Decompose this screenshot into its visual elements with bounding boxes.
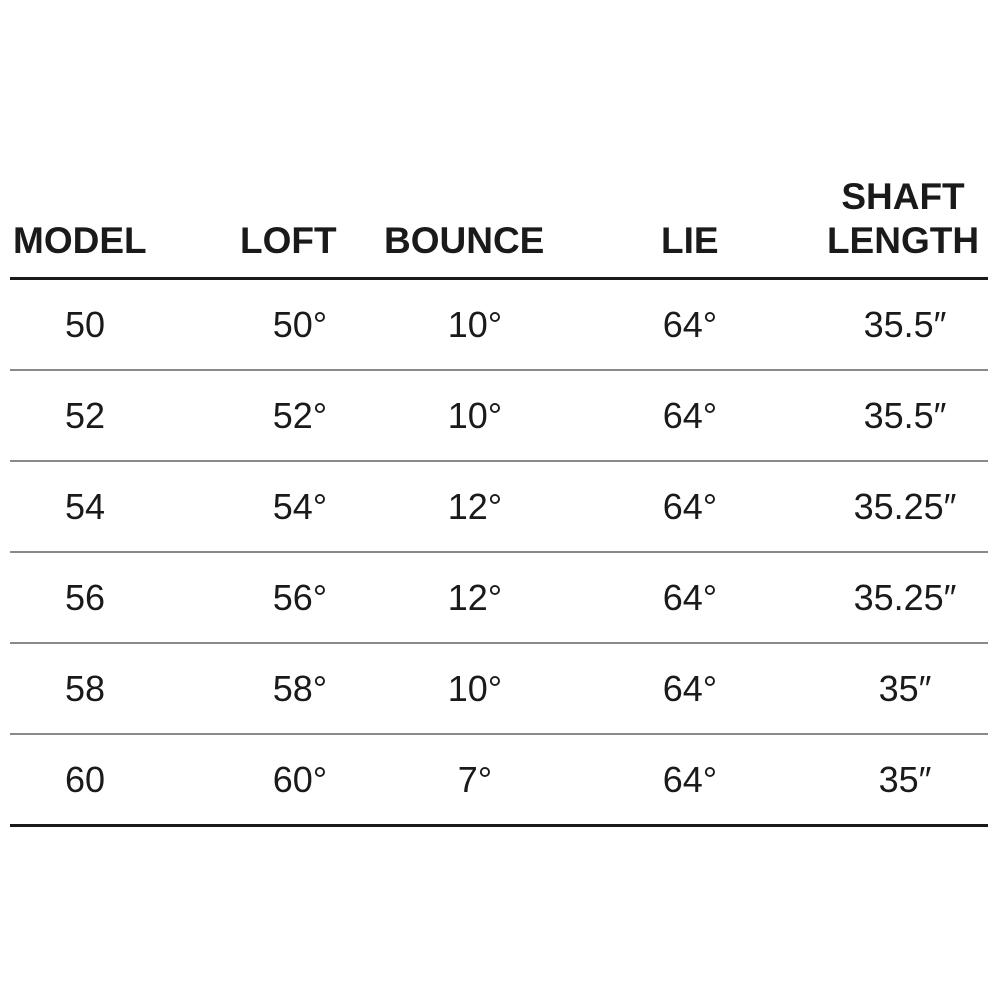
cell-shaft-length: 35.5″ — [863, 303, 947, 345]
cell-model: 52 — [64, 394, 106, 436]
table-row — [10, 553, 988, 644]
table-row — [10, 462, 988, 553]
cell-shaft-length: 35.25″ — [853, 485, 957, 527]
wedge-spec-table — [10, 0, 988, 827]
cell-bounce: 12° — [447, 485, 503, 527]
cell-model: 50 — [64, 303, 106, 345]
header-shaft-line2: LENGTH — [826, 220, 980, 261]
cell-shaft-length: 35.25″ — [853, 576, 957, 618]
cell-model: 58 — [64, 667, 106, 709]
header-shaft-length — [818, 175, 988, 263]
cell-loft: 50° — [272, 303, 328, 345]
cell-bounce: 7° — [457, 758, 493, 800]
cell-lie: 64° — [662, 485, 718, 527]
cell-bounce: 12° — [447, 576, 503, 618]
cell-bounce: 10° — [447, 303, 503, 345]
cell-bounce: 10° — [447, 667, 503, 709]
cell-loft: 54° — [272, 485, 328, 527]
header-bounce: BOUNCE — [384, 220, 545, 261]
cell-lie: 64° — [662, 667, 718, 709]
cell-loft: 60° — [272, 758, 328, 800]
table-header-row — [10, 0, 988, 280]
cell-shaft-length: 35.5″ — [863, 394, 947, 436]
table-row — [10, 280, 988, 371]
cell-lie: 64° — [662, 394, 718, 436]
cell-shaft-length: 35″ — [878, 758, 932, 800]
cell-model: 54 — [64, 485, 106, 527]
cell-model: 60 — [64, 758, 106, 800]
table-row — [10, 735, 988, 827]
cell-shaft-length: 35″ — [878, 667, 932, 709]
table-row — [10, 371, 988, 462]
header-lie: LIE — [661, 220, 719, 261]
cell-lie: 64° — [662, 576, 718, 618]
cell-loft: 56° — [272, 576, 328, 618]
cell-lie: 64° — [662, 758, 718, 800]
header-loft: LOFT — [240, 220, 337, 261]
cell-bounce: 10° — [447, 394, 503, 436]
header-shaft-line1: SHAFT — [841, 176, 965, 217]
cell-lie: 64° — [662, 303, 718, 345]
header-model: MODEL — [13, 220, 147, 261]
cell-model: 56 — [64, 576, 106, 618]
cell-loft: 52° — [272, 394, 328, 436]
table-row — [10, 644, 988, 735]
cell-loft: 58° — [272, 667, 328, 709]
